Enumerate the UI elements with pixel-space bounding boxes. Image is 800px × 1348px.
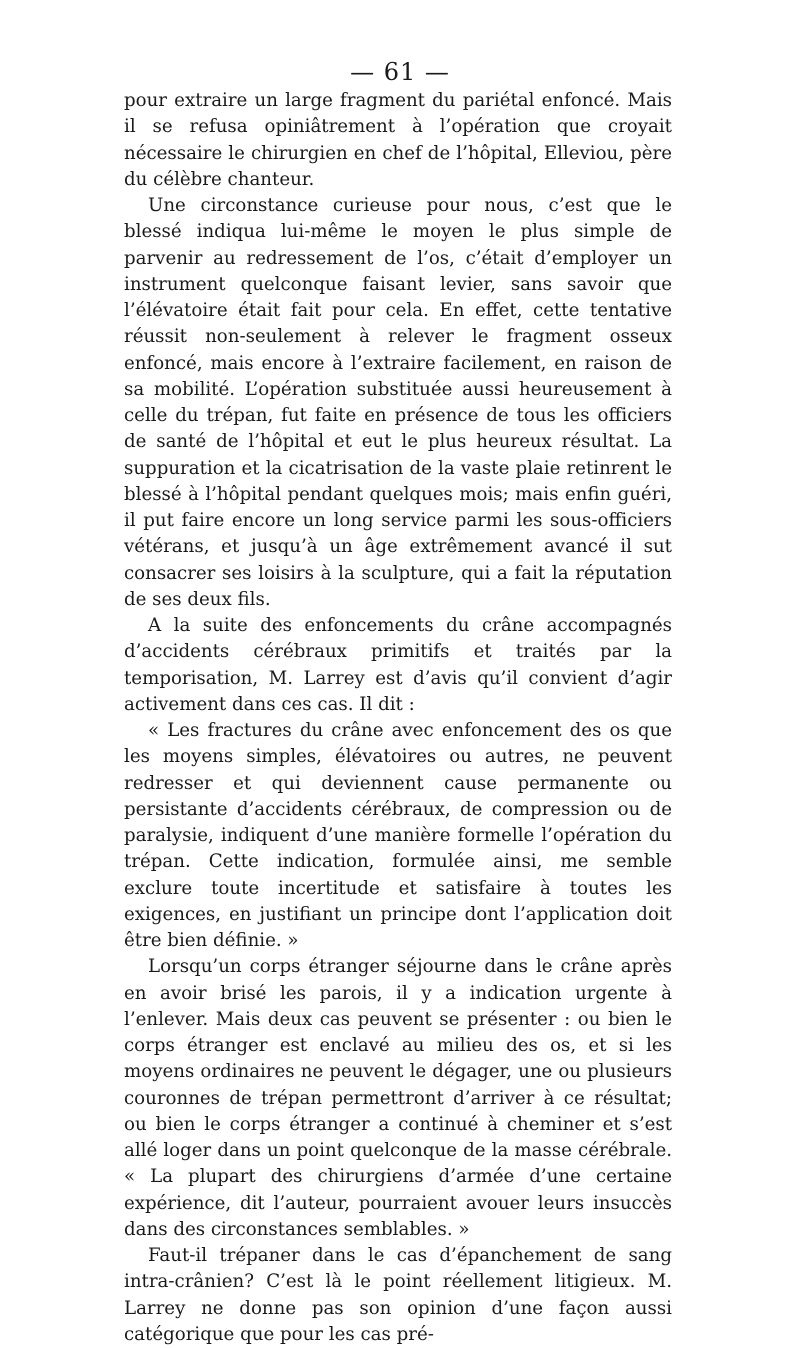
paragraph: Une circonstance curieuse pour nous, c’est que le blessé indiqua lui-même le moyen le plus simple de parvenir au redressement de l’os, c’était d’employer un instrument quelconque faisant levier, sans savoir que l’élévatoire était fait pour cela. En effet, cette tentative réussit non-seulement à relever le fragment osseux enfoncé, mais encore à l’extraire facilement, en raison de sa mobilité. L’opération substituée aussi heureusement à celle du trépan, fut faite en présence de tous les officiers de santé de l’hôpital et eut le plus heureux résultat. La suppuration et la cicatrisation de la vaste plaie retinrent le blessé à l’hôpital pendant quelques mois; mais enfin guéri, il put faire encore un long service parmi les sous-officiers vétérans, et jusqu’à un âge extrêmement avancé il sut consacrer ses loisirs à la sculpture, qui a fait la réputation de ses deux fils. [124,195,672,610]
paragraph: A la suite des enfoncements du crâne accompagnés d’accidents cérébraux primitifs et traités par la temporisation, M. Larrey est d’avis qu’il convient d’agir activement dans ces cas. Il dit : [124,615,672,715]
paragraph: Lorsqu’un corps étranger séjourne dans le crâne après en avoir brisé les parois, il y a indication urgente à l’enlever. Mais deux cas peuvent se présenter : ou bien le corps étranger est enclavé au milieu des os, et si les moyens ordinaires ne peuvent le dégager, une ou plusieurs couronnes de trépan permettront d’arriver à ce résultat; ou bien le corps étranger a continué à cheminer et s’est allé loger dans un point quelconque de la masse cérébrale. « La plupart des chirurgiens d’armée d’une certaine expérience, dit l’auteur, pourraient avouer leurs insuccès dans des circonstances semblables. » [124,956,672,1240]
paragraph: Faut-il trépaner dans le cas d’épanchement de sang intra-crânien? C’est là le point réellement litigieux. M. Larrey ne donne pas son opinion d’une façon aussi catégorique que pour les cas pré- [124,1245,672,1345]
page-number: — 61 — [350,58,450,86]
quotation-paragraph: « Les fractures du crâne avec enfoncement des os que les moyens simples, élévatoires ou autres, ne peuvent redresser et qui deviennent cause permanente ou persistante d’accidents cérébraux, de compression ou de paralysie, indiquent d’une manière formelle l’opération du trépan. Cette indication, formulée ainsi, me semble exclure toute incertitude et satisfaire à toutes les exigences, en justifiant un principe dont l’application doit être bien définie. » [124,720,672,951]
paragraph: pour extraire un large fragment du pariétal enfoncé. Mais il se refusa opiniâtrement à l’opération que croyait nécessaire le chirurgien en chef de l’hôpital, Elleviou, père du célèbre chanteur. [124,90,672,190]
body-text [124,88,672,1348]
